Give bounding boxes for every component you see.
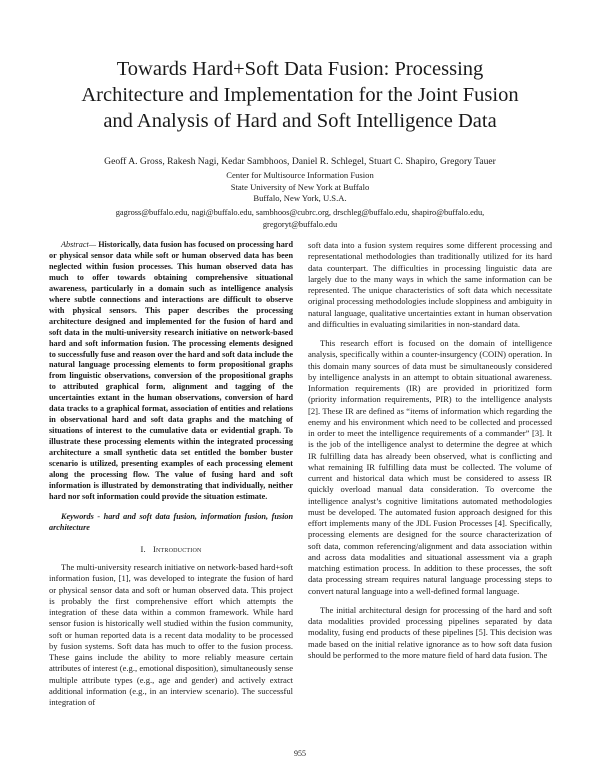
body-paragraph: soft data into a fusion system requires some different processing and representational methodologies than traditionally utilized for its hard data counterpart. The difficulties in processing linguistic data are largely due to the many ways in which the same information can be represented. The unique characteristics of soft data which necessitate original processing methodologies include sloppiness and ambiguity in natural language, qualitative uncertainties extant in human observation and difficulties in evaluating similarities in non-standard data. (308, 240, 552, 329)
title-line: Architecture and Implementation for the Joint Fusion (81, 84, 519, 106)
left-column (49, 240, 293, 708)
paper-title (40, 56, 560, 134)
section-heading (49, 544, 293, 555)
abstract (49, 240, 293, 503)
email-line: gagross@buffalo.edu, nagi@buffalo.edu, sambhoos@cubrc.org, drschleg@buffalo.edu, shapiro@buffalo.edu, (115, 208, 485, 217)
keywords: Keywords - hard and soft data fusion, information fusion, fusion architecture (49, 511, 293, 532)
intro-paragraph: The multi-university research initiative on network-based hard+soft information fusion, [1], was developed to integrate the fusion of hard or physical sensor data and soft or human observed data. This project is probably the first comprehensive effort which attempts the integration of these data within a common framework. While hard sensor fusion is historically well studied within the fusion community, soft or human reported data is a recent data modality to be processed by fusion systems. Soft data has much to offer to the fusion process. These gains include the ability to more reliably measure certain attributes of interest (e.g., emotional disposition), simultaneously sense multiple attribute types (e.g., age and gender) and actively extract additional information (e.g., in an interview scenario). The successful integration of (49, 562, 293, 708)
body-paragraph: This research effort is focused on the domain of intelligence analysis, specifically within a counter-insurgency (COIN) operation. In this domain many sources of data must be simultaneously considered by intelligence analysts in an attempt to obtain situational awareness. Information requirements (IR) are provided in prioritized form (priority information requirements, PIR) to the intelligence analysts [2]. These IR are defined as “items of information which regarding the enemy and his environment which need to be collected and processed in order to meet the intelligence requirements of a commander” [3]. It is the job of the intelligence analyst to determine the degree at which IR fulfilling data has already been observed, what is conflicting and what remaining IR fulfilling data must be collected. The volume of current and historical data which must be considered to assess IR quickly overload manual data consideration. To overcome the intelligence analyst’s cognitive limitations automated methodologies must be developed. The automated fusion approach designed for this effort implements many of the JDL Fusion Processes [4]. Specifically, processing elements are designed for the source characterization of soft data, common referencing/alignment and data association within and across data modalities and situational assessment via a graph matching estimation process. In addition to these processes, the soft data processing stream requires natural language processing steps to convert natural language into a well-defined formal language. (308, 338, 552, 596)
affiliation-line: State University of New York at Buffalo (230, 181, 370, 192)
abstract-label: Abstract— (61, 240, 97, 249)
title-line: and Analysis of Hard and Soft Intelligence Data (103, 110, 497, 132)
section-number: I. (140, 543, 146, 554)
body-paragraph: The initial architectural design for processing of the hard and soft data modalities provided processing pipelines separated by data modality, fusing end products of these pipelines [5]. This decision was made based on the initial relative ignorance as to how soft data fusion should be performed to the more mature field of hard data fusion. The (308, 604, 552, 660)
affiliation (40, 170, 560, 205)
affiliation-line: Buffalo, New York, U.S.A. (253, 193, 347, 204)
email-line: gregoryt@buffalo.edu (262, 219, 338, 229)
right-column (308, 240, 552, 661)
author-emails (60, 207, 540, 230)
section-title: Introduction (152, 543, 202, 554)
author-list: Geoff A. Gross, Rakesh Nagi, Kedar Sambhoos, Daniel R. Schlegel, Stuart C. Shapiro, Gregory Tauer (104, 156, 496, 167)
abstract-text: Historically, data fusion has focused on processing hard or physical sensor data while soft or human observed data has been neglected within fusion processes. This human observed data has much to offer towards obtaining comprehensive situational awareness, particularly in a domain such as intelligence analysis where subtle connections and interactions are difficult to observe with physical sensors. This paper describes the processing architecture designed and implemented for the fusion of hard and soft data in the multi-university research initiative on network-based hard and soft information fusion. The processing elements designed to successfully fuse and reason over the hard and soft data include the natural language processing elements to form propositional graphs from linguistic observations, conversion of the propositional graphs to attributed graphical form, alignment and tagging of the uncertainties extant in the human observations, conversion of hard data tracks to a graphical format, association of entities and relations in observational hard and soft data graphs and the matching of situations of interest to the cumulative data or evidential graph. To illustrate these processing elements within the integrated processing architecture a small synthetic data set entitled the bomber buster scenario is utilized, presenting examples of each processing element along the processing flow. The value of fusing hard and soft information is illustrated by demonstrating that individually, neither hard nor soft information could provide the situation estimate. (49, 240, 293, 501)
title-line: Towards Hard+Soft Data Fusion: Processing (116, 58, 484, 80)
page-number: 955 (294, 749, 306, 758)
affiliation-line: Center for Multisource Information Fusion (226, 170, 374, 180)
